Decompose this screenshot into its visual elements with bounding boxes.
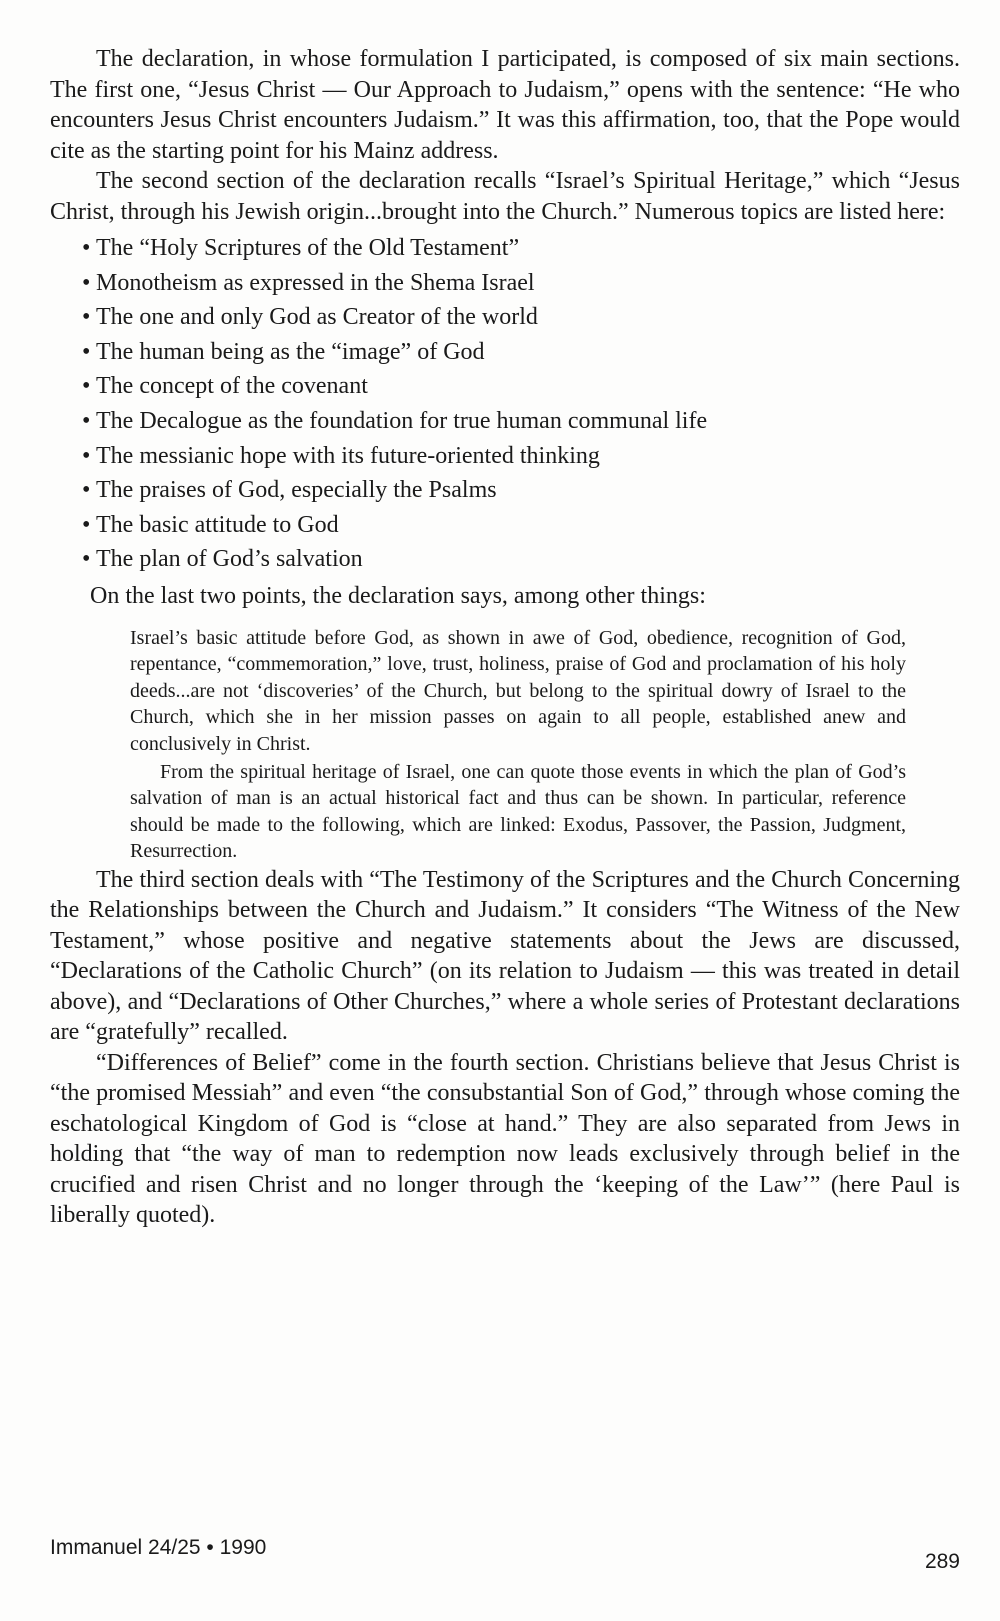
bullet-icon: • bbox=[82, 407, 91, 434]
topics-list bbox=[50, 231, 960, 577]
paragraph-last-two-points: On the last two points, the declaration says, among other things: bbox=[90, 582, 706, 609]
bullet-icon: • bbox=[82, 442, 91, 469]
bullet-icon: • bbox=[82, 338, 91, 365]
paragraph-second-section: The second section of the declaration recalls “Israel’s Spiritual Heritage,” which “Jesus Christ, through his Jewish origin...brought into the Church.” Numerous topics are listed here: bbox=[50, 168, 960, 225]
list-item: • Monotheism as expressed in the Shema Israel bbox=[82, 266, 960, 301]
page-number: 289 bbox=[924, 1550, 960, 1573]
bullet-icon: • bbox=[82, 269, 91, 296]
bullet-icon: • bbox=[82, 373, 91, 400]
footer-journal: Immanuel 24/25 • 1990 bbox=[50, 1536, 267, 1559]
paragraph-declaration-intro: The declaration, in whose formulation I participated, is composed of six main sections. The first one, “Jesus Christ — Our Approach to Judaism,” opens with the sentence: “He who encounters Jesus Christ encounters Judaism.” It was this affirmation, too, that the Pope would cite as the starting point for his Mainz address. bbox=[50, 46, 960, 164]
quote-paragraph-2: From the spiritual heritage of Israel, one can quote those events in which the plan of God’s salvation of man is an actual historical fact and thus can be shown. In particular, reference should be made to the following, which are linked: Exodus, Passover, the Passion, Judgment, Resurrection. bbox=[130, 760, 906, 863]
bullet-icon: • bbox=[82, 477, 91, 504]
list-item: • The basic attitude to God bbox=[82, 508, 960, 543]
bullet-icon: • bbox=[82, 304, 91, 331]
bullet-icon: • bbox=[82, 511, 91, 538]
body-text bbox=[50, 44, 960, 1231]
paragraph-fourth-section: “Differences of Belief” come in the fourth section. Christians believe that Jesus Christ is “the promised Messiah” and even “the consubstantial Son of God,” through whose coming the eschatological Kingdom of God is “close at hand.” They are also separated from Jews in holding that “the way of man to redemption now leads exclusively through belief in the crucified and risen Christ and no longer through the ‘keeping of the Law’” (here Paul is liberally quoted). bbox=[50, 1049, 960, 1229]
bullet-icon: • bbox=[82, 235, 91, 261]
paragraph-third-section: The third section deals with “The Testimony of the Scriptures and the Church Concerning the Relationships between the Church and Judaism.” It considers “The Witness of the New Testament,” whose positive and negative statements about the Jews are discussed, “Declarations of the Catholic Church” (on its relation to Judaism — this was treated in detail above), and “Declarations of Other Churches,” where a whole series of Protestant declarations are “gratefully” recalled. bbox=[50, 866, 960, 1046]
list-item: • The concept of the covenant bbox=[82, 369, 960, 404]
list-item: • The plan of God’s salvation bbox=[82, 542, 960, 577]
list-item: • The Decalogue as the foundation for true human communal life bbox=[82, 404, 960, 439]
list-item: • The one and only God as Creator of the world bbox=[82, 300, 960, 335]
list-item: • The “Holy Scriptures of the Old Testament” bbox=[82, 231, 960, 266]
list-item: • The messianic hope with its future-oriented thinking bbox=[82, 439, 960, 474]
quote-paragraph-1: Israel’s basic attitude before God, as shown in awe of God, obedience, recognition of God, repentance, “commemoration,” love, trust, holiness, praise of God and proclamation of his holy deeds...are not ‘discoveries’ of the Church, but belong to the spiritual dowry of Israel to the Church, which she in her mission passes on again to all people, established anew and conclusively in Christ. bbox=[130, 626, 906, 755]
bullet-icon: • bbox=[82, 546, 91, 573]
block-quote bbox=[130, 625, 906, 865]
list-item: • The human being as the “image” of God bbox=[82, 335, 960, 370]
list-item: • The praises of God, especially the Psalms bbox=[82, 473, 960, 508]
